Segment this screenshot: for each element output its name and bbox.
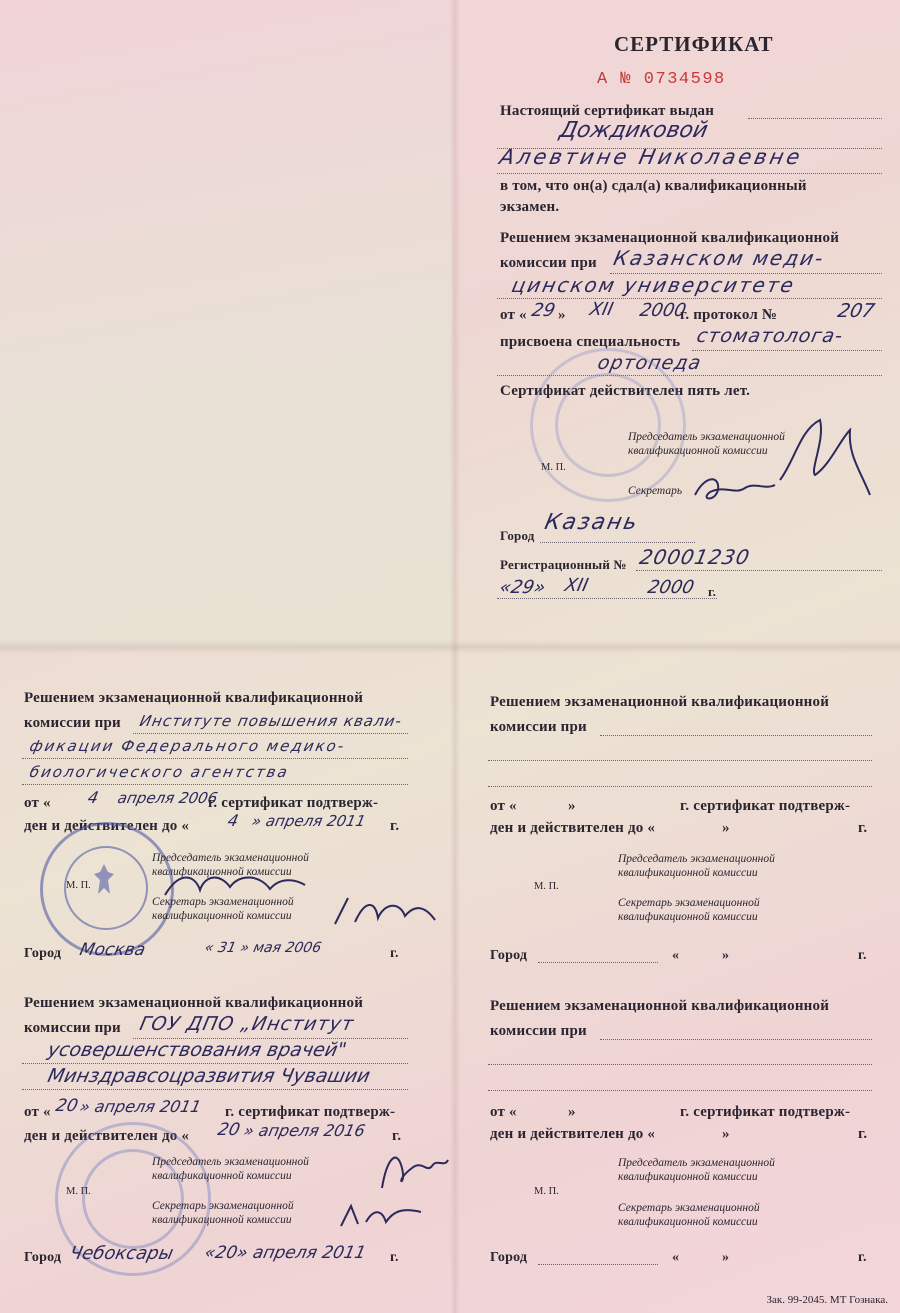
registration-g: г. (708, 584, 717, 599)
renewal1-day: 4 (85, 788, 101, 807)
renewal2-hw-1: ГОУ ДПО „Институт (137, 1013, 357, 1035)
blank2-secretary-2: квалификационной комиссии (618, 1216, 758, 1228)
renewal1-secretary-2: квалификационной комиссии (152, 910, 292, 922)
blank1-valid-mid: » (722, 820, 730, 836)
secretary-signature (690, 470, 780, 510)
renewal1-date: « 31 » мая 2006 (203, 940, 323, 956)
dotted-line (692, 350, 882, 351)
holder-surname: Дождиковой (557, 118, 711, 143)
blank2-city-g: г. (858, 1250, 867, 1265)
blank2-chairman-2: квалификационной комиссии (618, 1171, 758, 1183)
renewal2-hw-2: усовершенствования врачей" (45, 1039, 349, 1061)
renewal1-secretary-signature (330, 892, 440, 932)
renewal2-secretary-2: квалификационной комиссии (152, 1214, 292, 1226)
blank1-decision: Решением экзаменационной квалификационной (490, 694, 830, 710)
dotted-line (488, 1090, 872, 1091)
blank1-prefix: комиссии при (490, 719, 587, 735)
blank1-g: г. (858, 820, 868, 836)
date-quote: » (558, 307, 566, 323)
renewal2-date-g: г. (390, 1250, 399, 1265)
blank1-chairman-1: Председатель экзаменационной (618, 853, 775, 865)
cert-date-day: 29 (529, 300, 558, 321)
renewal1-month-year: апреля 2006 (116, 789, 220, 807)
renewal1-confirm: г. сертификат подтверж- (208, 795, 379, 811)
renewal2-date: «20» апреля 2011 (202, 1243, 368, 1263)
renewal2-to-day: 20 (215, 1120, 242, 1140)
dotted-line (488, 760, 872, 761)
issued-to-label: Настоящий сертификат выдан (500, 103, 715, 119)
mp-label: М. П. (541, 462, 566, 473)
renewal1-prefix: комиссии при (24, 715, 121, 731)
renewal1-hw-2: фикации Федерального медико- (28, 737, 348, 755)
chairman-label-2: квалификационной комиссии (628, 445, 768, 457)
dotted-line (538, 1264, 658, 1265)
city-handwritten: Казань (542, 510, 642, 535)
renewal1-from: от « (24, 795, 51, 811)
blank1-mp: М. П. (534, 881, 559, 892)
renewal1-to-month-year: » апреля 2011 (250, 812, 368, 830)
dotted-line (22, 1063, 408, 1064)
renewal2-month-year: » апреля 2011 (77, 1097, 203, 1116)
dotted-line (22, 1089, 408, 1090)
blank1-secretary-2: квалификационной комиссии (618, 911, 758, 923)
blank1-from: от « (490, 798, 517, 814)
renewal1-decision: Решением экзаменационной квалификационной (24, 690, 364, 706)
blank1-city-label: Город (490, 948, 528, 963)
registration-day: «29» (497, 577, 548, 598)
renewal1-city-label: Город (24, 946, 62, 961)
renewal2-from: от « (24, 1104, 51, 1120)
blank2-city-q2: » (722, 1250, 730, 1265)
dotted-line (22, 784, 408, 785)
registration-year: 2000 (645, 577, 697, 598)
dotted-line (538, 962, 658, 963)
blank2-city-label: Город (490, 1250, 528, 1265)
decision-text: Решением экзаменационной квалификационной (500, 230, 840, 246)
renewal1-secretary-1: Секретарь экзаменационной (152, 896, 294, 908)
printer-footer: Зак. 99-2045. МТ Гознака. (766, 1294, 888, 1306)
blank2-chairman-1: Председатель экзаменационной (618, 1157, 775, 1169)
chairman-label-1: Председатель экзаменационной (628, 431, 785, 443)
blank2-confirm: г. сертификат подтверж- (680, 1104, 851, 1120)
blank2-secretary-1: Секретарь экзаменационной (618, 1202, 760, 1214)
specialty-handwritten-2: ортопеда (595, 352, 704, 374)
renewal2-prefix: комиссии при (24, 1020, 121, 1036)
validity-text: Сертификат действителен пять лет. (500, 383, 751, 399)
dotted-line (133, 733, 408, 734)
renewal2-decision: Решением экзаменационной квалификационной (24, 995, 364, 1011)
commission-handwritten-1: Казанском меди- (611, 246, 828, 270)
renewal1-date-g: г. (390, 946, 399, 961)
specialty-label: присвоена специальность (500, 334, 681, 350)
renewal2-hw-3: Минздравсоцразвития Чувашии (45, 1065, 373, 1087)
blank2-decision: Решением экзаменационной квалификационной (490, 998, 830, 1014)
renewal1-mp: М. П. (66, 880, 91, 891)
renewal2-g: г. (392, 1128, 402, 1144)
blank1-from-mid: » (568, 798, 576, 814)
blank2-prefix: комиссии при (490, 1023, 587, 1039)
renewal2-city: Чебоксары (67, 1243, 176, 1264)
blank1-chairman-2: квалификационной комиссии (618, 867, 758, 879)
dotted-line (497, 598, 717, 599)
renewal2-city-label: Город (24, 1250, 62, 1265)
renewal2-chairman-2: квалификационной комиссии (152, 1170, 292, 1182)
blank2-valid-mid: » (722, 1126, 730, 1142)
cert-date-month: ХII (587, 299, 616, 320)
registration-label: Регистрационный № (500, 557, 627, 572)
registration-month: ХII (562, 575, 591, 596)
blank2-city-q1: « (672, 1250, 680, 1265)
blank2-g: г. (858, 1126, 868, 1142)
vertical-fold (450, 0, 460, 1313)
renewal2-secretary-1: Секретарь экзаменационной (152, 1200, 294, 1212)
renewal2-chairman-signature (372, 1138, 452, 1198)
blank1-city-g: г. (858, 948, 867, 963)
city-label: Город (500, 528, 535, 543)
commission-prefix: комиссии при (500, 255, 597, 271)
blank2-from: от « (490, 1104, 517, 1120)
dotted-line (636, 570, 882, 571)
renewal1-hw-3: биологического агентства (28, 763, 291, 781)
blank1-city-q2: » (722, 948, 730, 963)
dotted-line (497, 173, 882, 174)
renewal1-g: г. (390, 818, 400, 834)
horizontal-fold (0, 640, 900, 654)
blank-left-panel (0, 0, 452, 648)
cert-date-year: 2000 (637, 300, 689, 321)
blank1-confirm: г. сертификат подтверж- (680, 798, 851, 814)
from-label: от « (500, 307, 527, 323)
chairman-signature (770, 400, 880, 500)
blank2-from-mid: » (568, 1104, 576, 1120)
dotted-line (540, 542, 695, 543)
renewal1-chairman-1: Председатель экзаменационной (152, 852, 309, 864)
serial-number: А № 0734598 (597, 70, 726, 89)
specialty-handwritten-1: стоматолога- (694, 325, 846, 347)
eagle-emblem-icon (92, 860, 116, 900)
dotted-line (488, 786, 872, 787)
secretary-label: Секретарь (628, 485, 683, 497)
renewal2-confirm: г. сертификат подтверж- (225, 1104, 396, 1120)
renewal2-chairman-1: Председатель экзаменационной (152, 1156, 309, 1168)
holder-given-names: Алевтине Николаевне (497, 145, 806, 169)
official-stamp-inner (555, 373, 661, 477)
dotted-line (600, 735, 872, 736)
dotted-line (497, 298, 882, 299)
blank1-valid: ден и действителен до « (490, 820, 656, 836)
passed-text-2: экзамен. (500, 199, 560, 215)
dotted-line (748, 118, 882, 119)
commission-handwritten-2: цинском университете (509, 273, 798, 297)
blank2-valid: ден и действителен до « (490, 1126, 656, 1142)
renewal1-chairman-signature (160, 865, 310, 905)
renewal2-mp: М. П. (66, 1186, 91, 1197)
renewal2-day: 20 (53, 1096, 80, 1116)
registration-number: 20001230 (637, 545, 753, 569)
renewal1-valid: ден и действителен до « (24, 818, 190, 834)
dotted-line (488, 1064, 872, 1065)
protocol-label: г. протокол № (680, 307, 778, 323)
renewal1-to-day: 4 (225, 811, 241, 830)
renewal1-hw-1: Институте повышения квали- (138, 712, 404, 730)
dotted-line (22, 758, 408, 759)
renewal2-to-month-year: » апреля 2016 (241, 1121, 367, 1140)
renewal2-secretary-signature (336, 1198, 426, 1232)
blank1-city-q1: « (672, 948, 680, 963)
passed-text-1: в том, что он(а) сдал(а) квалификационный (500, 178, 807, 194)
renewal1-chairman-2: квалификационной комиссии (152, 866, 292, 878)
dotted-line (600, 1039, 872, 1040)
renewal2-valid: ден и действителен до « (24, 1128, 190, 1144)
blank2-mp: М. П. (534, 1186, 559, 1197)
protocol-number: 207 (835, 300, 877, 322)
blank1-secretary-1: Секретарь экзаменационной (618, 897, 760, 909)
renewal1-city: Москва (77, 940, 148, 960)
certificate-title: СЕРТИФИКАТ (614, 32, 774, 56)
